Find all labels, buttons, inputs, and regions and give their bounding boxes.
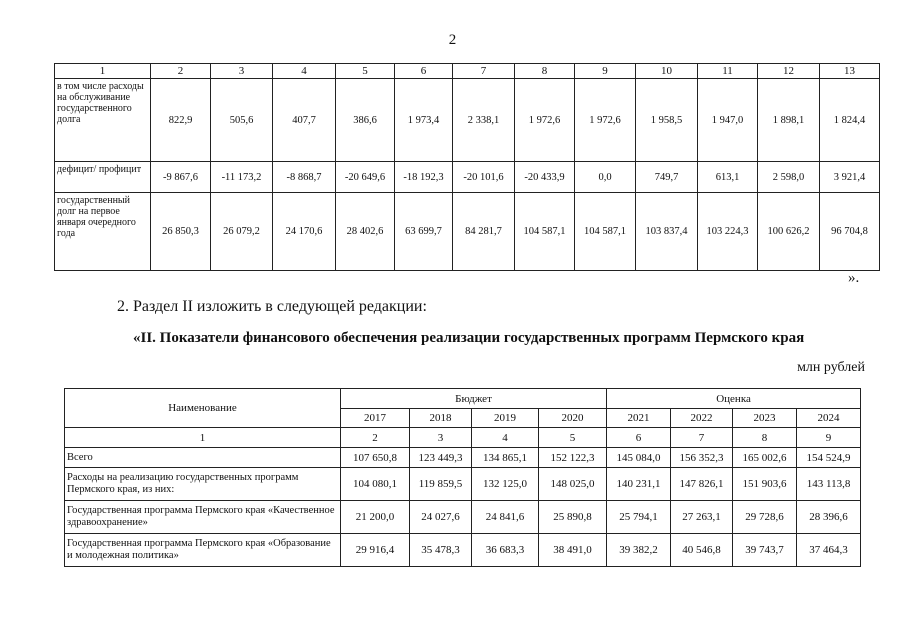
amendment-paragraph: 2. Раздел II изложить в следующей редакции: bbox=[117, 298, 427, 315]
table-cell: 143 113,8 bbox=[797, 468, 861, 501]
column-number: 10 bbox=[636, 64, 698, 79]
table-cell: 25 794,1 bbox=[607, 501, 671, 534]
table-cell: 103 837,4 bbox=[636, 193, 698, 271]
table-cell: 104 587,1 bbox=[575, 193, 636, 271]
column-number: 4 bbox=[472, 428, 539, 448]
table-cell: 148 025,0 bbox=[539, 468, 607, 501]
table-cell: 147 826,1 bbox=[671, 468, 733, 501]
table-row bbox=[55, 79, 880, 162]
table-cell: 84 281,7 bbox=[453, 193, 515, 271]
table-cell: 2 598,0 bbox=[758, 162, 820, 193]
column-number: 8 bbox=[515, 64, 575, 79]
column-number: 2 bbox=[341, 428, 410, 448]
table-cell: 29 916,4 bbox=[341, 534, 410, 567]
table-cell: 26 850,3 bbox=[151, 193, 211, 271]
table-cell: 1 898,1 bbox=[758, 79, 820, 162]
closing-quote: ». bbox=[848, 270, 860, 286]
column-number: 13 bbox=[820, 64, 880, 79]
year-header: 2020 bbox=[539, 409, 607, 428]
table-cell: 407,7 bbox=[273, 79, 336, 162]
table-row bbox=[55, 193, 880, 271]
section-heading: «II. Показатели финансового обеспечения реализации государственных программ Пермского края bbox=[133, 330, 805, 346]
budget-group-header: Бюджет bbox=[341, 389, 607, 409]
column-number: 2 bbox=[151, 64, 211, 79]
table-cell: 165 002,6 bbox=[733, 448, 797, 468]
table-cell: 25 890,8 bbox=[539, 501, 607, 534]
page-number: 2 bbox=[448, 32, 457, 48]
table-cell: 749,7 bbox=[636, 162, 698, 193]
table-cell: 1 947,0 bbox=[698, 79, 758, 162]
table-cell: 1 824,4 bbox=[820, 79, 880, 162]
table-cell: 26 079,2 bbox=[211, 193, 273, 271]
row-label: государственный долг на первое января очередного года bbox=[55, 193, 151, 271]
column-number: 1 bbox=[55, 64, 151, 79]
table-cell: -18 192,3 bbox=[395, 162, 453, 193]
column-number: 1 bbox=[65, 428, 341, 448]
table-cell: 96 704,8 bbox=[820, 193, 880, 271]
table-cell: 39 382,2 bbox=[607, 534, 671, 567]
table-cell: 140 231,1 bbox=[607, 468, 671, 501]
table-cell: 152 122,3 bbox=[539, 448, 607, 468]
year-header: 2022 bbox=[671, 409, 733, 428]
table-cell: 1 973,4 bbox=[395, 79, 453, 162]
table-cell: -20 433,9 bbox=[515, 162, 575, 193]
table-cell: -9 867,6 bbox=[151, 162, 211, 193]
year-header: 2021 bbox=[607, 409, 671, 428]
table-header-row bbox=[65, 389, 861, 409]
table-cell: 156 352,3 bbox=[671, 448, 733, 468]
table-cell: 28 396,6 bbox=[797, 501, 861, 534]
table-row bbox=[65, 468, 861, 501]
table-cell: 28 402,6 bbox=[336, 193, 395, 271]
table-cell: 1 972,6 bbox=[515, 79, 575, 162]
table-cell: 104 587,1 bbox=[515, 193, 575, 271]
table-cell: 3 921,4 bbox=[820, 162, 880, 193]
row-label: в том числе расходы на обслуживание государственного долга bbox=[55, 79, 151, 162]
table-cell: 39 743,7 bbox=[733, 534, 797, 567]
table-cell: 132 125,0 bbox=[472, 468, 539, 501]
table-cell: -20 101,6 bbox=[453, 162, 515, 193]
table-cell: 1 958,5 bbox=[636, 79, 698, 162]
program-financing-table bbox=[64, 388, 861, 567]
table-cell: 123 449,3 bbox=[410, 448, 472, 468]
table-cell: 119 859,5 bbox=[410, 468, 472, 501]
row-label: Государственная программа Пермского края «Образование и молодежная политика» bbox=[65, 534, 341, 567]
row-label: Государственная программа Пермского края «Качественное здравоохранение» bbox=[65, 501, 341, 534]
column-number: 6 bbox=[607, 428, 671, 448]
column-number: 4 bbox=[273, 64, 336, 79]
table-cell: 822,9 bbox=[151, 79, 211, 162]
table-cell: 38 491,0 bbox=[539, 534, 607, 567]
column-number: 7 bbox=[453, 64, 515, 79]
column-number: 8 bbox=[733, 428, 797, 448]
units-label: млн рублей bbox=[797, 360, 865, 375]
table-cell: 154 524,9 bbox=[797, 448, 861, 468]
year-header: 2023 bbox=[733, 409, 797, 428]
column-number: 9 bbox=[797, 428, 861, 448]
row-label: Расходы на реализацию государственных программ Пермского края, из них: bbox=[65, 468, 341, 501]
column-number: 6 bbox=[395, 64, 453, 79]
year-header: 2018 bbox=[410, 409, 472, 428]
year-header: 2017 bbox=[341, 409, 410, 428]
table-row bbox=[55, 162, 880, 193]
column-number: 11 bbox=[698, 64, 758, 79]
table-cell: 2 338,1 bbox=[453, 79, 515, 162]
column-number: 5 bbox=[539, 428, 607, 448]
table-cell: 36 683,3 bbox=[472, 534, 539, 567]
table-cell: 40 546,8 bbox=[671, 534, 733, 567]
table-cell: 107 650,8 bbox=[341, 448, 410, 468]
year-header: 2024 bbox=[797, 409, 861, 428]
year-header: 2019 bbox=[472, 409, 539, 428]
table-cell: 151 903,6 bbox=[733, 468, 797, 501]
table-cell: 35 478,3 bbox=[410, 534, 472, 567]
row-label: дефицит/ профицит bbox=[55, 162, 151, 193]
table-row bbox=[65, 501, 861, 534]
table-header-row bbox=[65, 428, 861, 448]
table-cell: 29 728,6 bbox=[733, 501, 797, 534]
column-number: 5 bbox=[336, 64, 395, 79]
table-cell: -8 868,7 bbox=[273, 162, 336, 193]
table-row bbox=[65, 534, 861, 567]
table-cell: 505,6 bbox=[211, 79, 273, 162]
table-cell: 134 865,1 bbox=[472, 448, 539, 468]
table-cell: 24 841,6 bbox=[472, 501, 539, 534]
column-number: 3 bbox=[410, 428, 472, 448]
column-number: 9 bbox=[575, 64, 636, 79]
table-cell: 1 972,6 bbox=[575, 79, 636, 162]
table-cell: 24 027,6 bbox=[410, 501, 472, 534]
table-cell: 145 084,0 bbox=[607, 448, 671, 468]
name-header: Наименование bbox=[65, 389, 341, 428]
table-header-row bbox=[55, 64, 880, 79]
estimate-group-header: Оценка bbox=[607, 389, 861, 409]
table-cell: 386,6 bbox=[336, 79, 395, 162]
table-cell: 104 080,1 bbox=[341, 468, 410, 501]
column-number: 12 bbox=[758, 64, 820, 79]
table-cell: 103 224,3 bbox=[698, 193, 758, 271]
table-cell: 21 200,0 bbox=[341, 501, 410, 534]
table-cell: 100 626,2 bbox=[758, 193, 820, 271]
table-cell: 37 464,3 bbox=[797, 534, 861, 567]
table-cell: 63 699,7 bbox=[395, 193, 453, 271]
table-cell: 24 170,6 bbox=[273, 193, 336, 271]
table-row bbox=[65, 448, 861, 468]
table-cell: -11 173,2 bbox=[211, 162, 273, 193]
row-label: Всего bbox=[65, 448, 341, 468]
column-number: 7 bbox=[671, 428, 733, 448]
column-number: 3 bbox=[211, 64, 273, 79]
table-cell: -20 649,6 bbox=[336, 162, 395, 193]
budget-indicators-table bbox=[54, 63, 880, 271]
table-cell: 27 263,1 bbox=[671, 501, 733, 534]
table-cell: 613,1 bbox=[698, 162, 758, 193]
table-cell: 0,0 bbox=[575, 162, 636, 193]
